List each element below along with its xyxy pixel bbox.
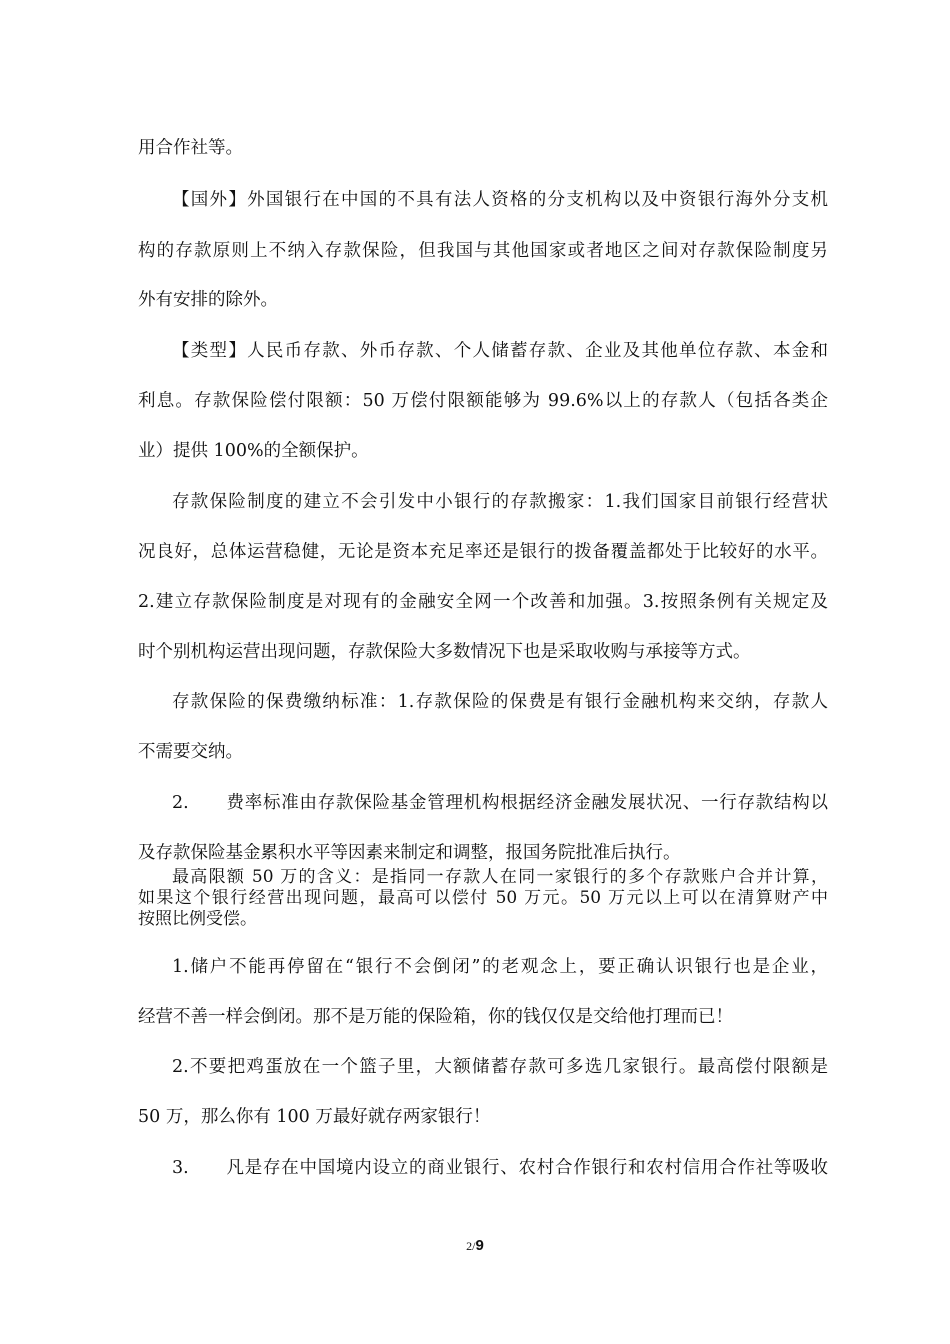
text-line: 2.建立存款保险制度是对现有的金融安全网一个改善和加强。3.按照条例有关规定及	[138, 592, 828, 612]
text-line: 如果这个银行经营出现问题，最高可以偿付 50 万元。50 万元以上可以在清算财产中	[138, 889, 828, 907]
text-line: 【国外】外国银行在中国的不具有法人资格的分支机构以及中资银行海外分支机	[172, 190, 828, 210]
text-line: 存款保险制度的建立不会引发中小银行的存款搬家：1.我们国家目前银行经营状	[172, 492, 828, 512]
page-number-current: 2/	[466, 1239, 476, 1253]
text-line: 况良好，总体运营稳健，无论是资本充足率还是银行的拨备覆盖都处于比较好的水平。	[138, 542, 828, 562]
text-line: 构的存款原则上不纳入存款保险，但我国与其他国家或者地区之间对存款保险制度另	[138, 241, 828, 261]
text-line: 2.不要把鸡蛋放在一个篮子里，大额储蓄存款可多选几家银行。最高偿付限额是	[172, 1057, 828, 1077]
text-line: 按照比例受偿。	[138, 910, 257, 928]
text-line: 业）提供 100%的全额保护。	[138, 441, 369, 461]
text-line: 存款保险的保费缴纳标准：1.存款保险的保费是有银行金融机构来交纳，存款人	[172, 692, 828, 712]
page-number-total: 9	[475, 1237, 484, 1254]
text-line: 时个别机构运营出现问题，存款保险大多数情况下也是采取收购与承接等方式。	[138, 642, 751, 662]
text-line: 用合作社等。	[138, 138, 243, 158]
text-line: 经营不善一样会倒闭。那不是万能的保险箱，你的钱仅仅是交给他打理而已！	[138, 1007, 733, 1027]
page-number	[0, 1237, 950, 1254]
text-line: 最高限额 50 万的含义：是指同一存款人在同一家银行的多个存款账户合并计算，	[172, 868, 828, 886]
text-line: 【类型】人民币存款、外币存款、个人储蓄存款、企业及其他单位存款、本金和	[172, 341, 828, 361]
text-line: 及存款保险基金累积水平等因素来制定和调整，报国务院批准后执行。	[138, 843, 681, 863]
text-line: 外有安排的除外。	[138, 290, 278, 310]
text-line: 2. 费率标准由存款保险基金管理机构根据经济金融发展状况、一行存款结构以	[172, 793, 828, 813]
text-line: 3. 凡是存在中国境内设立的商业银行、农村合作银行和农村信用合作社等吸收	[172, 1158, 828, 1178]
text-line: 利息。存款保险偿付限额：50 万偿付限额能够为 99.6%以上的存款人（包括各类企	[138, 391, 828, 411]
text-line: 50 万，那么你有 100 万最好就存两家银行！	[138, 1107, 491, 1127]
text-line: 不需要交纳。	[138, 742, 243, 762]
text-line: 1.储户不能再停留在“银行不会倒闭”的老观念上，要正确认识银行也是企业，	[172, 957, 828, 977]
